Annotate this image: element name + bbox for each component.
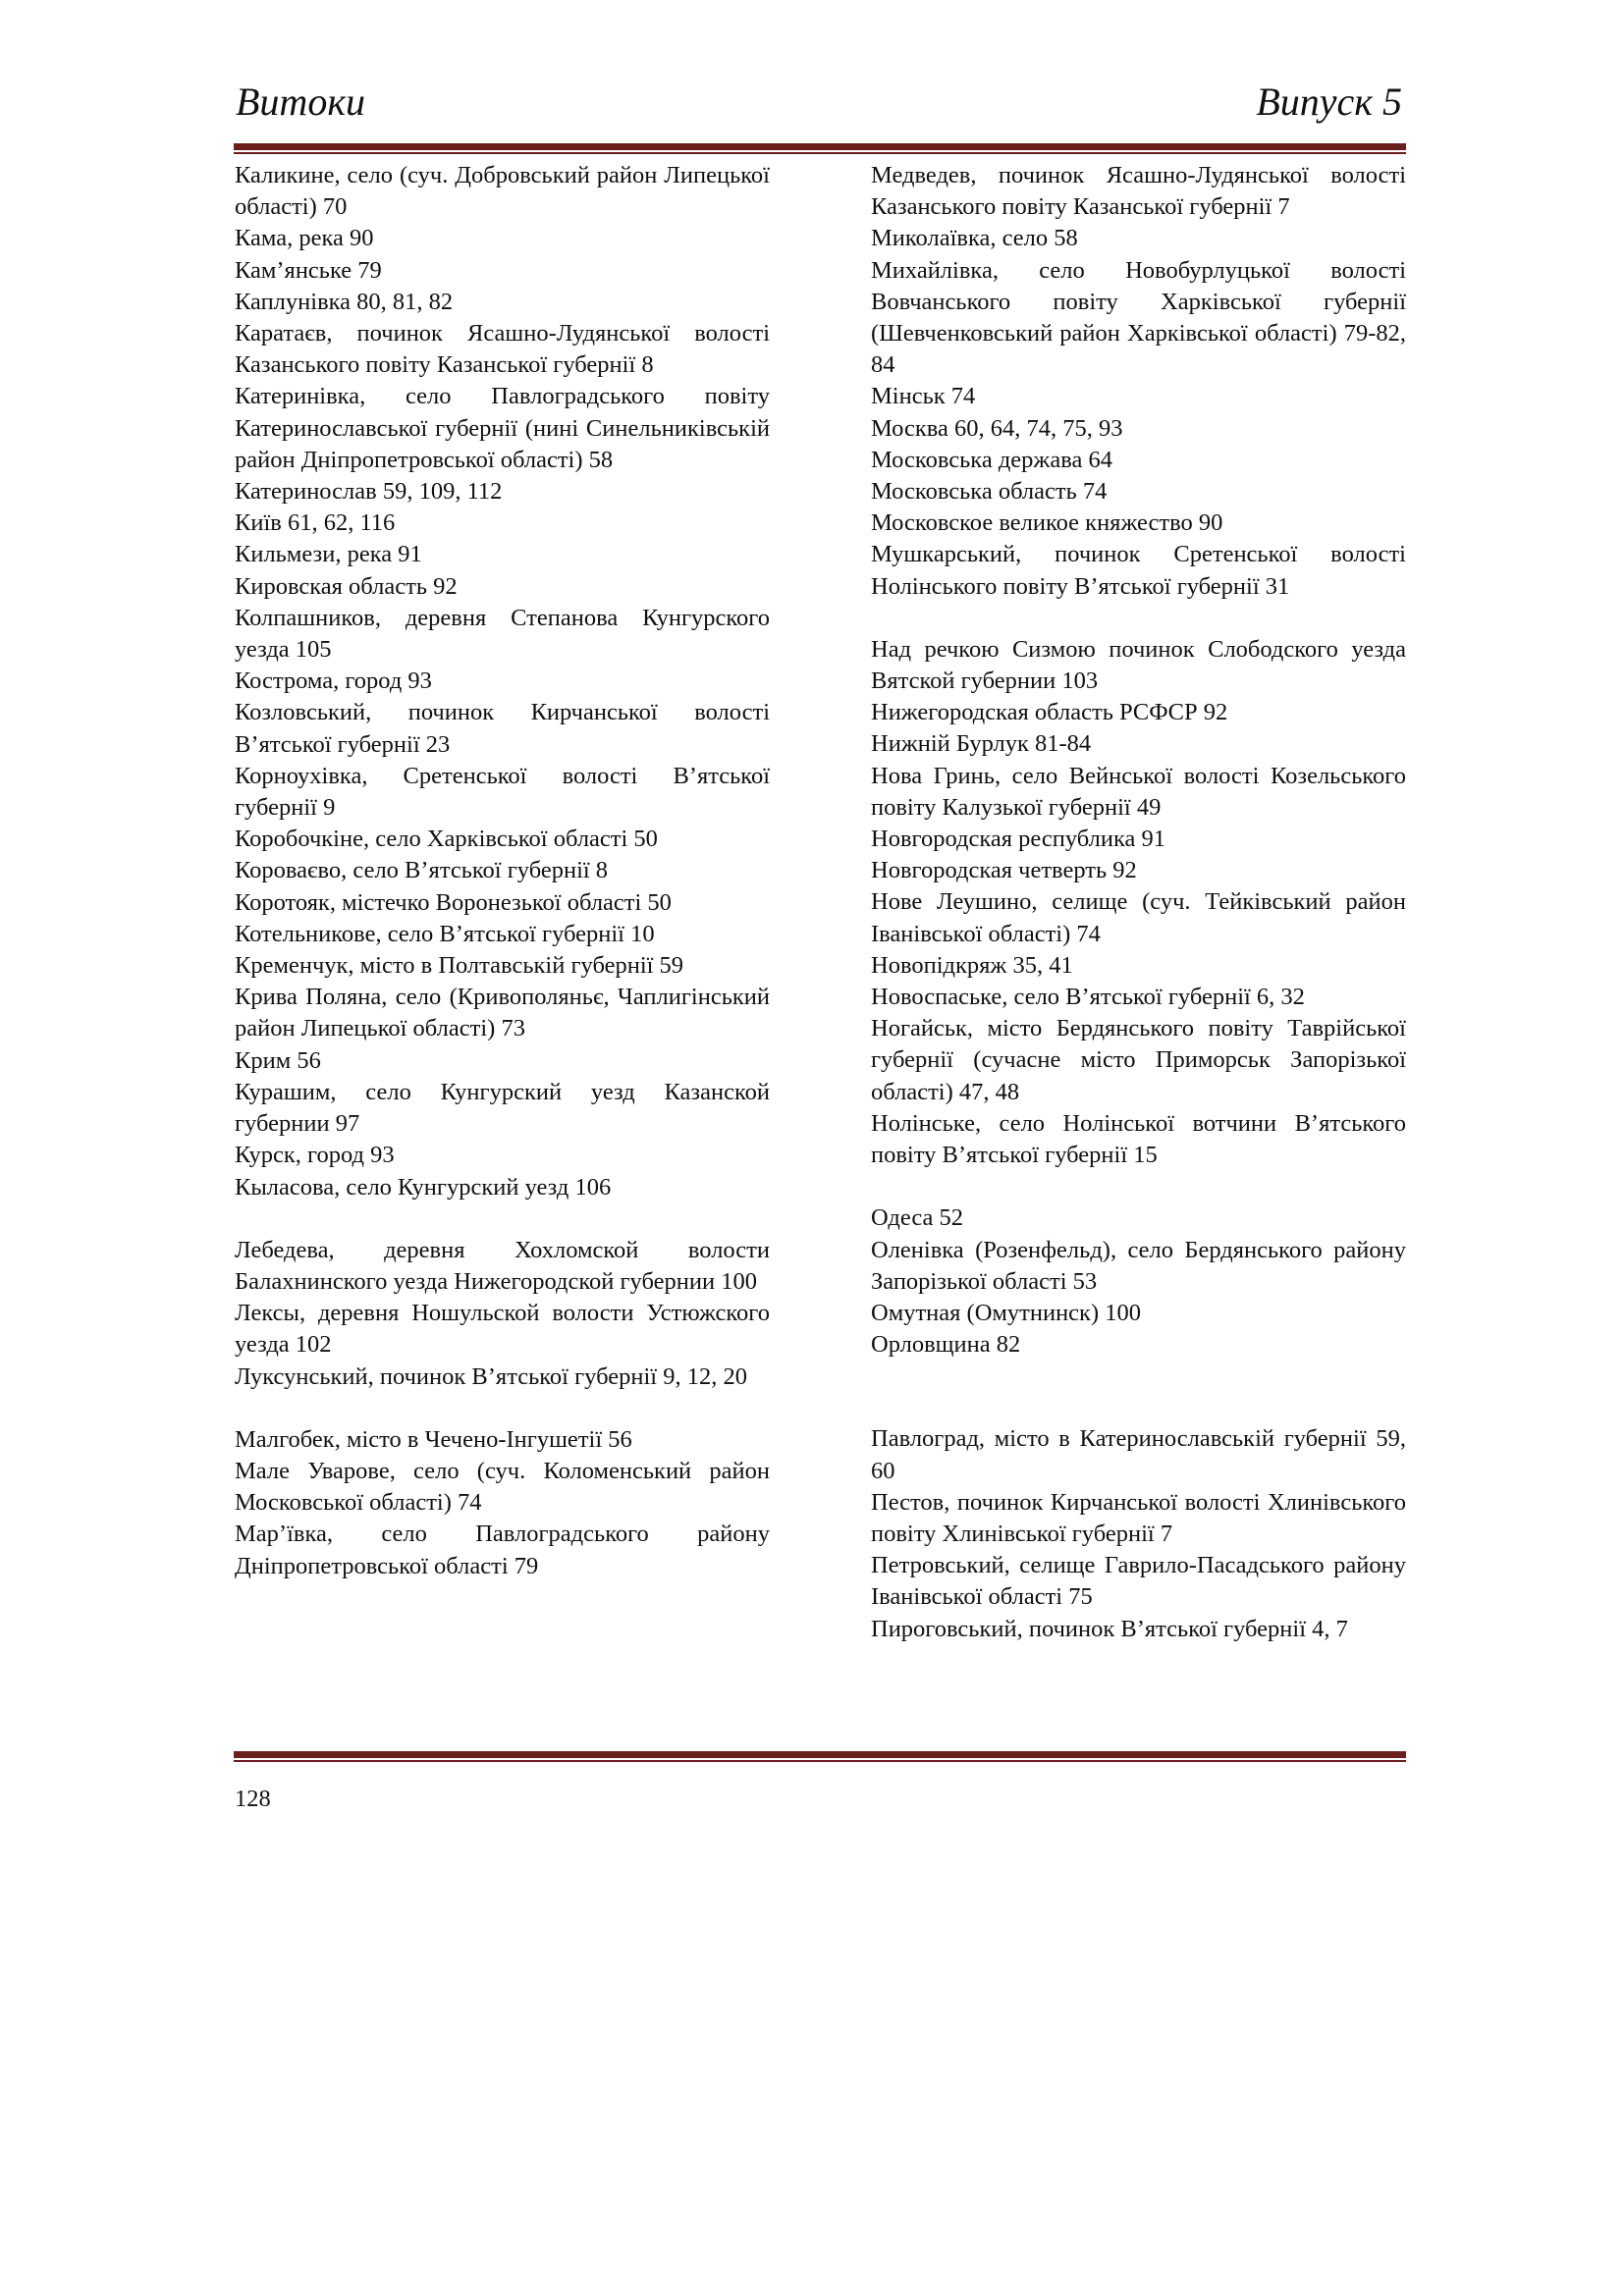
index-entry: Новгородская четверть 92 [871, 857, 1137, 884]
index-entry: Омутная (Омутнинск) 100 [871, 1299, 1141, 1326]
index-entry: Катеринівка, село Павлоградського повіту Катеринославської губернії (нині Синельниківській район Дніпропетровської області) 58 [235, 383, 770, 473]
index-entry: Козловський, починок Кирчанської волості В’ятської губернії 23 [235, 699, 770, 758]
index-entry: Крива Поляна, село (Кривополяньє, Чаплигінський район Липецької області) 73 [235, 984, 770, 1042]
page-number: 128 [235, 1786, 271, 1812]
index-entry: Новоспаське, село В’ятської губернії 6, 32 [871, 984, 1305, 1011]
index-entry: Оленівка (Розенфельд), село Бердянського району Запорізької області 53 [871, 1236, 1406, 1295]
index-entry: Пироговський, починок В’ятської губернії 4, 7 [871, 1615, 1348, 1642]
index-column-left [235, 160, 770, 1582]
index-entry: Коробочкіне, село Харківської області 50 [235, 826, 658, 853]
index-entry: Пестов, починок Кирчанської волості Хлинівського повіту Хлинівської губернії 7 [871, 1488, 1406, 1547]
index-entry: Курск, город 93 [235, 1142, 395, 1169]
index-entry: Лексы, деревня Ношульской волости Устюжского уезда 102 [235, 1300, 770, 1359]
index-entry: Короваєво, село В’ятської губернії 8 [235, 857, 609, 884]
index-entry: Миколаївка, село 58 [871, 225, 1078, 252]
index-entry: Московська держава 64 [871, 446, 1112, 473]
index-entry: Коротояк, містечко Воронезької області 50 [235, 888, 672, 916]
index-entry: Петровський, селище Гаврило-Пасадського району Іванівської області 75 [871, 1552, 1406, 1611]
index-entry: Луксунський, починок В’ятської губернії 9, 12, 20 [235, 1362, 747, 1390]
index-entry: Кама, река 90 [235, 225, 374, 252]
index-entry: Лебедева, деревня Хохломской волости Балахнинского уезда Нижегородской губернии 100 [235, 1236, 770, 1295]
index-entry: Каратаєв, починок Ясашно-Лудянської волості Казанського повіту Казанської губернії 8 [235, 320, 770, 379]
index-entry: Корноухівка, Сретенської волості В’ятської губернії 9 [235, 762, 770, 822]
index-entry: Кировская область 92 [235, 572, 458, 600]
index-entry: Нижегородская область РСФСР 92 [871, 699, 1228, 726]
page-header [234, 75, 1406, 130]
index-entry: Москва 60, 64, 74, 75, 93 [871, 414, 1123, 442]
index-entry: Катеринослав 59, 109, 112 [235, 478, 503, 506]
index-entry: Медведев, починок Ясашно-Лудянської волості Казанського повіту Казанської губернії 7 [871, 162, 1406, 221]
footer-divider [234, 1751, 1406, 1762]
index-entry: Каплунівка 80, 81, 82 [235, 288, 454, 315]
index-entry: Кострома, город 93 [235, 667, 432, 695]
index-entry: Нижній Бурлук 81-84 [871, 730, 1092, 758]
index-entry: Мушкарський, починок Сретенської волості Нолінського повіту В’ятської губернії 31 [871, 541, 1406, 600]
index-entry: Нолінське, село Нолінської вотчини В’ятського повіту В’ятської губернії 15 [871, 1109, 1406, 1169]
index-entry: Нова Гринь, село Вейнської волості Козельського повіту Калузької губернії 49 [871, 762, 1406, 821]
index-entry: Каликине, село (суч. Добровський район Липецької області) 70 [235, 162, 770, 221]
index-entry: Нове Леушино, селище (суч. Тейківський район Іванівської області) 74 [871, 888, 1406, 947]
index-entry: Новопідкряж 35, 41 [871, 951, 1073, 979]
index-entry: Московское великое княжество 90 [871, 509, 1223, 537]
index-entry: Мар’ївка, село Павлоградського району Дніпропетровської області 79 [235, 1521, 770, 1579]
index-entry: Новгородская республика 91 [871, 826, 1166, 853]
index-entry: Ногайськ, місто Бердянського повіту Таврійської губернії (сучасне місто Приморськ Запорізької області) 47, 48 [871, 1015, 1406, 1105]
index-entry: Малгобек, місто в Чечено-Інгушетії 56 [235, 1425, 632, 1453]
letter-group-spacer [871, 1361, 1406, 1423]
letter-group-spacer [871, 603, 1406, 634]
journal-title: Витоки [236, 80, 366, 124]
index-entry: Мінськ 74 [871, 383, 976, 410]
index-entry: Колпашников, деревня Степанова Кунгурского уезда 105 [235, 604, 770, 664]
index-entry: Павлоград, місто в Катеринославській губернії 59, 60 [871, 1425, 1406, 1484]
letter-group-spacer [235, 1393, 770, 1424]
index-entry: Кильмези, река 91 [235, 541, 422, 568]
index-entry: Над речкою Сизмою починок Слободского уезда Вятской губернии 103 [871, 635, 1406, 695]
index-entry: Київ 61, 62, 116 [235, 509, 396, 537]
index-entry: Кыласова, село Кунгурский уезд 106 [235, 1173, 612, 1201]
index-entry: Михайлівка, село Новобурлуцької волості Вовчанського повіту Харківської губернії (Шевченковський район Харківської області) 79-82, 84 [871, 256, 1406, 379]
index-entry: Крим 56 [235, 1046, 321, 1074]
index-entry: Одеса 52 [871, 1204, 963, 1232]
issue-title: Випуск 5 [1256, 80, 1402, 124]
index-entry: Орловщина 82 [871, 1331, 1021, 1359]
index-entry: Курашим, село Кунгурский уезд Казанской губернии 97 [235, 1078, 770, 1138]
index-entry: Кам’янське 79 [235, 256, 382, 284]
index-entry: Кременчук, місто в Полтавській губернії 59 [235, 952, 684, 980]
index-column-right [871, 160, 1406, 1645]
index-entry: Котельникове, село В’ятської губернії 10 [235, 920, 655, 947]
index-entry: Московська область 74 [871, 478, 1108, 506]
letter-group-spacer [871, 1171, 1406, 1202]
index-entry: Мале Уварове, село (суч. Коломенський район Московської області) 74 [235, 1457, 770, 1517]
letter-group-spacer [235, 1203, 770, 1235]
header-divider [234, 143, 1406, 154]
